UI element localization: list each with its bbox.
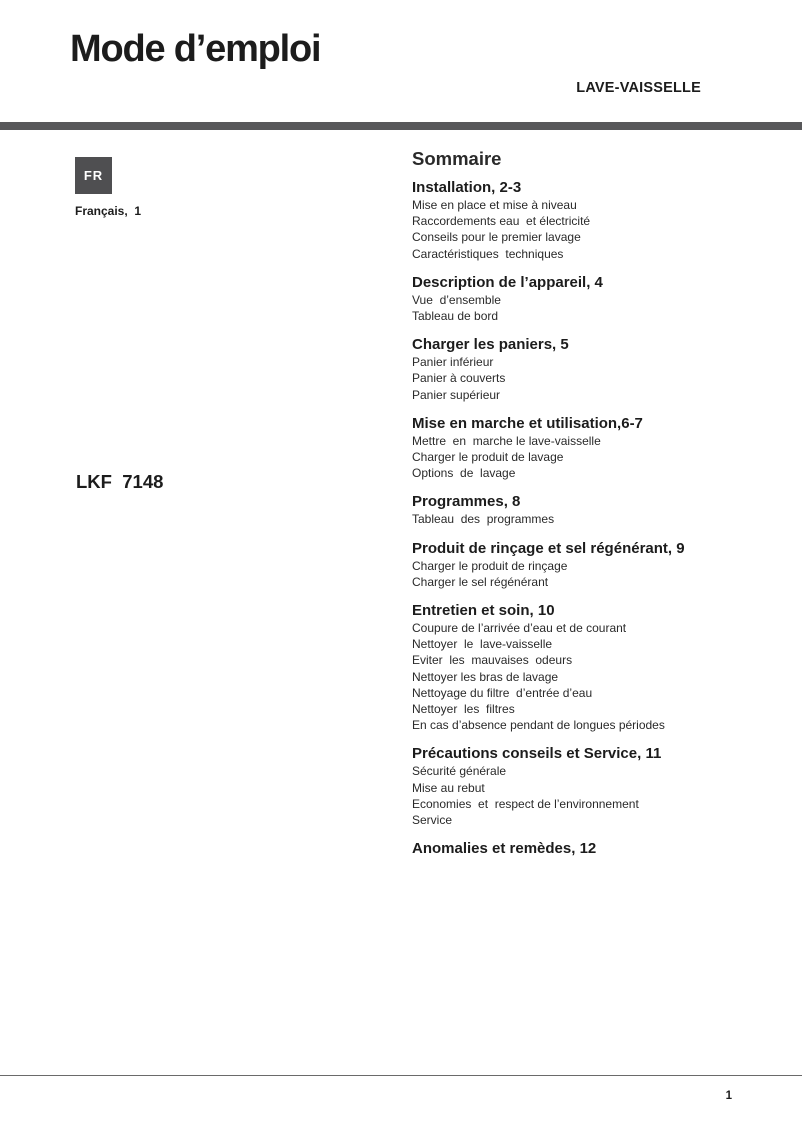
toc-item: Tableau des programmes: [412, 512, 555, 527]
toc-section: [412, 745, 797, 828]
toc-section-title: Description de l’appareil, 4: [412, 273, 603, 291]
table-of-contents: [412, 148, 797, 869]
toc-section-title: Installation, 2-3: [412, 179, 522, 196]
toc-item: Panier supérieur: [412, 387, 501, 402]
document-title: Mode d’emploi: [70, 28, 321, 70]
toc-item: Charger le produit de rinçage: [412, 558, 568, 573]
header-divider: [0, 122, 802, 130]
toc-item: Sécurité générale: [412, 764, 507, 779]
toc-item: Service: [412, 813, 453, 828]
toc-section-title: Produit de rinçage et sel régénérant, 9: [412, 539, 685, 557]
toc-section-title: Précautions conseils et Service, 11: [412, 745, 662, 763]
toc-section-title: Mise en marche et utilisation,6-7: [412, 414, 643, 432]
toc-heading: Sommaire: [412, 148, 502, 169]
toc-item: Vue d’ensemble: [412, 292, 501, 307]
toc-section-title: Programmes, 8: [412, 493, 521, 511]
toc-section: [412, 602, 797, 733]
toc-item: Eviter les mauvaises odeurs: [412, 653, 573, 668]
toc-item: Mettre en marche le lave-vaisselle: [412, 433, 601, 448]
footer-divider: [0, 1075, 802, 1076]
toc-section: [412, 415, 797, 482]
product-category: LAVE-VAISSELLE: [576, 80, 701, 96]
language-badge: FR: [75, 157, 112, 194]
toc-section-title: Anomalies et remèdes, 12: [412, 840, 597, 858]
toc-item: Charger le sel régénérant: [412, 574, 549, 589]
toc-section: [412, 840, 797, 857]
toc-item: Nettoyage du filtre d’entrée d’eau: [412, 685, 593, 700]
toc-item: Options de lavage: [412, 466, 516, 481]
toc-item: Tableau de bord: [412, 309, 499, 324]
toc-section: [412, 493, 797, 527]
toc-section-title: Entretien et soin, 10: [412, 602, 555, 620]
toc-item: Caractéristiques techniques: [412, 246, 564, 261]
toc-item: Economies et respect de l’environnement: [412, 796, 639, 811]
toc-item: Nettoyer les filtres: [412, 702, 515, 717]
toc-sections: [412, 179, 797, 857]
toc-section: [412, 336, 797, 403]
toc-section-title: Charger les paniers, 5: [412, 336, 569, 354]
toc-item: Nettoyer les bras de lavage: [412, 669, 559, 684]
toc-item: Mise au rebut: [412, 780, 485, 795]
toc-item: Raccordements eau et électricité: [412, 214, 591, 229]
toc-item: Nettoyer le lave-vaisselle: [412, 637, 553, 652]
toc-item: Charger le produit de lavage: [412, 450, 564, 465]
toc-section: [412, 540, 797, 590]
toc-item: Mise en place et mise à niveau: [412, 198, 577, 212]
toc-item: Panier à couverts: [412, 371, 506, 386]
language-index: Français, 1: [75, 204, 142, 218]
toc-section: [412, 179, 797, 262]
toc-item: Coupure de l’arrivée d’eau et de courant: [412, 621, 627, 636]
toc-item: En cas d’absence pendant de longues périodes: [412, 718, 665, 733]
toc-item: Conseils pour le premier lavage: [412, 230, 581, 245]
model-name: LKF 7148: [76, 471, 164, 492]
toc-item: Panier inférieur: [412, 355, 494, 370]
toc-section: [412, 274, 797, 324]
page-number: 1: [725, 1090, 732, 1102]
